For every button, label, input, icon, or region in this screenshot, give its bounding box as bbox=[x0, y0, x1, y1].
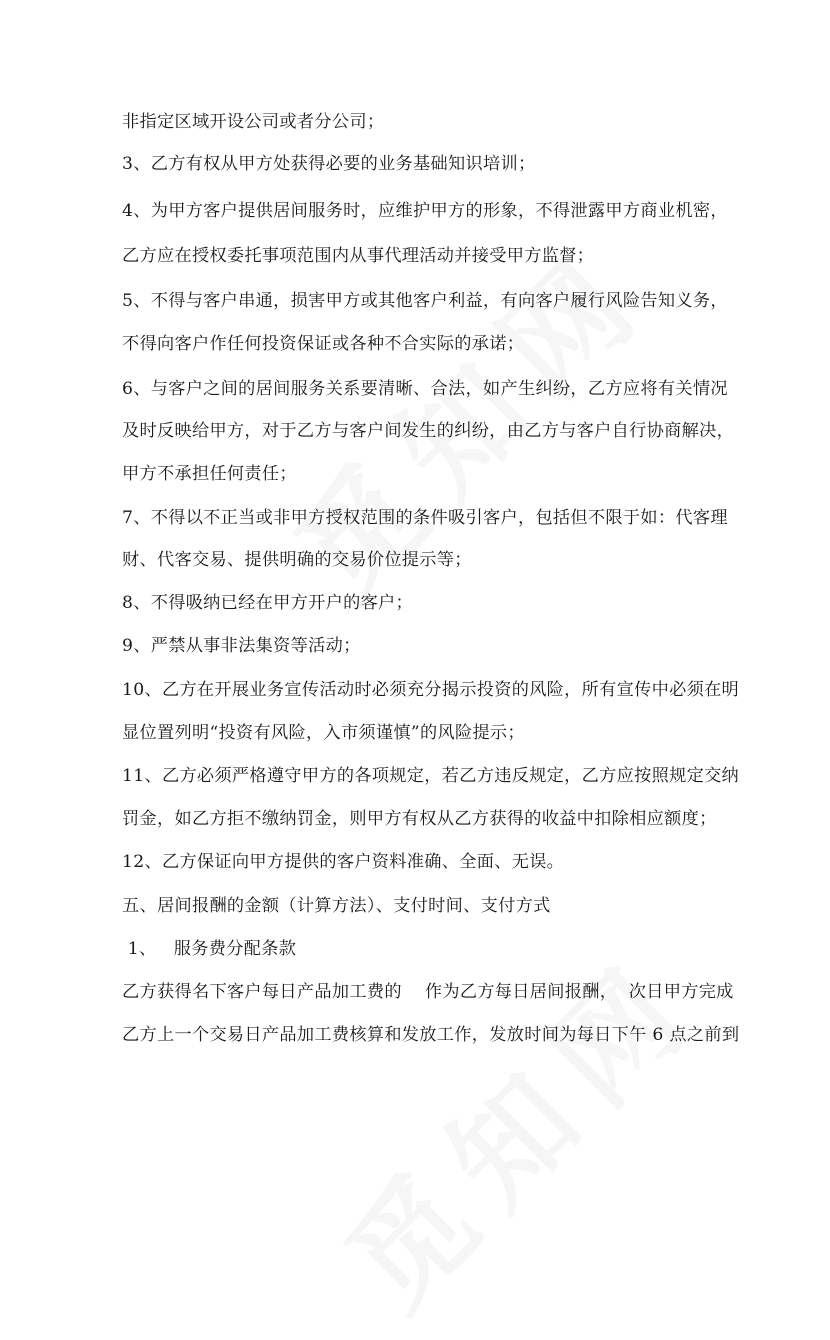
text-line: 8、不得吸纳已经在甲方开户的客户； bbox=[122, 593, 414, 613]
text-line: 财、代客交易、提供明确的交易价位提示等； bbox=[122, 550, 472, 570]
text-line: 乙方获得名下客户每日产品加工费的 作为乙方每日居间报酬， 次日甲方完成 bbox=[122, 982, 734, 1002]
text-line: 乙方应在授权委托事项范围内从事代理活动并接受甲方监督； bbox=[122, 246, 595, 266]
text-line: 10、乙方在开展业务宣传活动时必须充分揭示投资的风险，所有宣传中必须在明 bbox=[122, 680, 740, 700]
text-line: 罚金，如乙方拒不缴纳罚金，则甲方有权从乙方获得的收益中扣除相应额度； bbox=[122, 809, 717, 829]
text-line: 12、乙方保证向甲方提供的客户资料准确、全面、无误。 bbox=[122, 852, 565, 872]
section-heading: 五、居间报酬的金额（计算方法）、支付时间、支付方式 bbox=[122, 896, 551, 916]
watermark bbox=[302, 912, 729, 1339]
text-line: 7、不得以不正当或非甲方授权范围的条件吸引客户，包括但不限于如：代客理 bbox=[122, 508, 728, 528]
text-line: 及时反映给甲方，对于乙方与客户间发生的纠纷，由乙方与客户自行协商解决， bbox=[122, 421, 735, 441]
text-line: 11、乙方必须严格遵守甲方的各项规定，若乙方违反规定，乙方应按照规定交纳 bbox=[122, 766, 740, 786]
text-line: 不得向客户作任何投资保证或各种不合实际的承诺； bbox=[122, 334, 525, 354]
text-line: 乙方上一个交易日产品加工费核算和发放工作，发放时间为每日下午 6 点之前到 bbox=[122, 1025, 740, 1045]
text-line: 6、与客户之间的居间服务关系要清晰、合法，如产生纠纷，乙方应将有关情况 bbox=[122, 379, 728, 399]
text-line: 显位置列明“投资有风险，入市须谨慎”的风险提示； bbox=[122, 723, 525, 743]
text-line: 9、严禁从事非法集资等活动； bbox=[122, 636, 361, 656]
text-line: 4、为甲方客户提供居间服务时，应维护甲方的形象，不得泄露甲方商业机密， bbox=[122, 201, 728, 221]
text-line: 非指定区域开设公司或者分公司； bbox=[122, 112, 385, 132]
text-line: 甲方不承担任何责任； bbox=[122, 464, 297, 484]
subsection-heading: 1、 服务费分配条款 bbox=[122, 939, 297, 959]
text-line: 5、不得与客户串通，损害甲方或其他客户利益，有向客户履行风险告知义务， bbox=[122, 291, 728, 311]
text-line: 3、乙方有权从甲方处获得必要的业务基础知识培训； bbox=[122, 154, 536, 174]
